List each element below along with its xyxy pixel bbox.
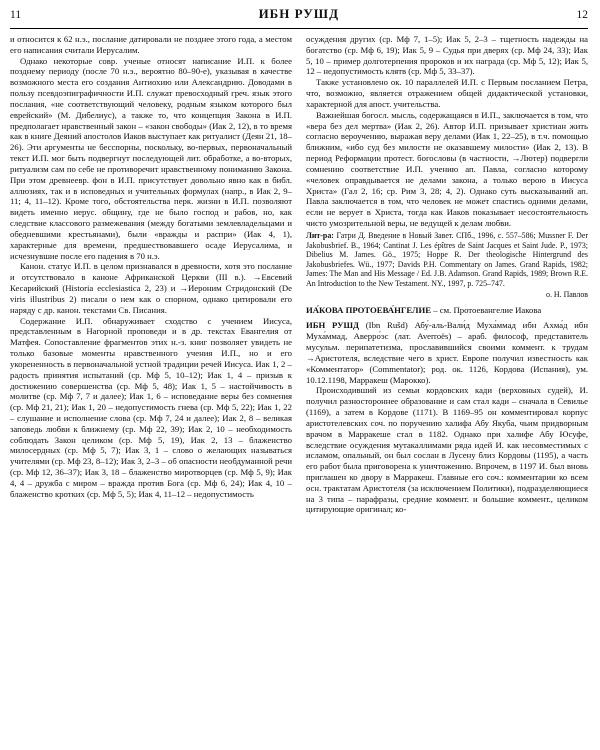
paragraph: Однако некоторые совр. ученые относят написание И.П. к более позднему периоду (после 70 н.э., вероятно 80–90-е), указывая в качестве возможного места его создания Антиохию или Александрию. Доводами в пользу псевдоэпиграфичности И.П. служат превосходный греч. язык этого послания, «не соответствующий человеку, родным языком которого был еврейский» (М. Дибелиус), а также то, что концепция Закона в И.П. предполагает нравственный закон – «закон свободы» (Иак 2, 12), в то время как в книге Деяний апостолов Иаков выступает как ритуалист (Деян 21, 18–26). Эти аргументы не бесспорны, поскольку, во-первых, первоначальный текст И.П. мог быть подвергнут последующей лит. обработке, а во-вторых, ритуализм сам по себе не противоречит нравственному пониманию Закона. При этом древнеевр. фон в И.П. присутствует довольно явно как в библ. аллюзиях, так и в исповедных и учительных формулах (напр., в Иак 2, 9–11; 4, 11–12). Кроме того, обстоятельства перк. жизни в И.П. позволяют видеть именно иерус. общину, где не было господ и рабов, но, как следствие классового размежевания (между богатыми землевладельцами и обедневшими крестьянами), были «вражды и распри» (Иак 4, 1), характерные для времени, предшествовавшего осаде Иерусалима, и исчезнувшие после его падения в 70 н.э.: [10, 55, 292, 261]
paragraph: Также установлено ок. 10 параллелей И.П. с Первым посланием Петра, что, возможно, является отражением общей дидактической установки, характерной для апост. учительства.: [306, 77, 588, 109]
paragraph: Канон. статус И.П. в целом признавался в древности, хотя это послание и отсутствовало в каноне Африканской Церкви (III в.). →Евсевий Кесарийский (Historia ecclesiastica 2, 23) и →Иероним Стридонский (De viris illustribus 2) писали о нем как о спорном, однако цитировали его наряду с др. канон. текстами Св. Писания.: [10, 261, 292, 315]
paragraph: Важнейшая богосл. мысль, содержащаяся в И.П., заключается в том, что «вера без дел мертва» (Иак 2, 26). Автор И.П. призывает христиан жить согласно вероучению, выражая веру делами (Иак 1, 22–25), в т.ч. помощью ближним, «ибо суд без милости не оказавшему милости» (Иак 2, 13). В период Реформации протест. богословы (в частности, →Лютер) подвергли сомнению соответствие И.П. учению ап. Павла, согласно которому «человек оправдывается не делами закона, а только верою в Иисуса Христа» (Гал 2, 16; ср. Рим 3, 28; 4, 2). Однако суть высказываний ап. Павла заключается в том, что человек не может спастись одними делами, если не верует в Христа, тогда как Иаков показывает несостоятельность чисто умозрительной веры, не ведущей к делам любви.: [306, 109, 588, 229]
entry-cross-reference: [306, 305, 588, 316]
bibliography-text: Гатри Д. Введение в Новый Завет. СПб., 1996, с. 557–586; Mussner F. Der Jakobusbrief. B., 1964; Cantinat J. Les épîtres de Saint Jacques et Saint Jude. P., 1973; Dibelius M. James. Gö., 1975; Hoppe R. Der theologische Hintergrund des Jakobusbriefes. Wü., 1977; Davids P.H. Commentary on James. Grand Rapids, 1982; James: The Man and His Message / Ed. J.B. Adamson. Grand Rapids, 1989; Brown R.E. An Introduction to the New Testament. NY., 1997, p. 725–747.: [306, 230, 588, 289]
right-column: [306, 34, 588, 515]
paragraph: Содержание И.П. обнаруживает сходство с учением Иисуса, представленным в Нагорной проповеди и в др. текстах Евангелия от Матфея. Сопоставление фрагментов этих н.-з. книг позволяет увидеть не только базовые моменты нравственного учения И.П., но и его укорененность в первоначальной устной традиции речей Иисуса. Иак 1, 2 – радость принятия испытаний (ср. Мф 5, 10–12); Иак 1, 4 – призыв к достижению совершенства (ср. Мф 5, 48); Иак 1, 5 – настойчивость в молитве (ср. Мф 7, 7 и далее); Иак 1, 6 – исповедание веры без сомнения (ср. Мф 21, 21); Иак 1, 20 – недопустимость гнева (ср. Мф 5, 22); Иак 1, 22 – слушание и исполнение слова (ср. Мф 7, 24 и далее); Иак 2, 8 – великая заповедь любви к ближнему (ср. Мф 22, 39); Иак 2, 10 – необходимость соблюдать Закон целиком (ср. Мф 5, 19), Иак 2, 13 – блаженство милосердных (ср. Мф 5, 7); Иак 3, 1 – слово о желающих называться учителями (ср. Мф 23, 8–12); Иак 3, 2–3 – об опасности необдуманной речи (ср. Мф 12, 36–37); Иак 3, 18 – блаженство миротворцев (ср. Мф 5, 9); Иак 4, 4 – дружба с миром – вражда против Бога (ср. Мф 6, 24); Иак 4, 10 – блаженство кротких (ср. Мф 5, 5); Иак 4, 11–12 – недопустимость: [10, 315, 292, 499]
paragraph: осуждения других (ср. Мф 7, 1–5); Иак 5, 2–3 – тщетность надежды на богатство (ср. Мф 6, 19); Иак 5, 9 – Судья при дверях (ср. Мф 24, 33); Иак 5, 10 – пример долготерпения пророков и их награда (ср. Мф 5, 12); Иак 5, 12 – недопустимость клятв (ср. Мф 5, 33–37).: [306, 34, 588, 77]
two-column-body: [10, 34, 588, 515]
left-column: [10, 34, 292, 515]
entry-headword: ИБН РУШД: [306, 320, 360, 331]
bibliography: [306, 231, 588, 289]
entry-text: – см. Протоевангелие Иакова: [431, 304, 542, 315]
article-author: о. Н. Павлов: [546, 289, 588, 299]
entry-headword: ИА́КОВА ПРОТОЕВА́НГЕЛИЕ: [306, 304, 432, 315]
page-number-right: 12: [576, 9, 588, 21]
entry-text: (Ibn Rušd) Абу́-аль-Вали́д Муха́ммад ибн Ахма́д ибн Муха́ммад, Аверро́эс (лат. Averroës) – араб. философ, представитель мусульм. перипатетизма, прославившийся своими коммент. к трудам →Аристотеля, вследствие чего в христ. Европе получил известность как «Комментатор» (Commentator); род. ок. 1126, Кордова (Испания), ум. 10.12.1198, Марракеш (Марокко).: [306, 320, 588, 385]
bibliography-label: Лит-ра:: [306, 230, 334, 240]
entry-ibn-rushd: [306, 320, 588, 385]
running-title: ИБН РУШД: [258, 6, 340, 21]
paragraph: и относится к 62 н.э., послание датировали не позднее этого года, а местом его написания считали Иерусалим.: [10, 34, 292, 55]
running-header: [10, 6, 588, 29]
page-number-left: 11: [10, 9, 22, 21]
paragraph: Происходивший из семьи кордовских кади (верховных судей), И. получил разностороннее образование и сам стал кади – сначала в Севилье (1169), а затем в Кордове (1171). В 1169–95 он комментировал корпус аристотелевских соч. по поручению халифа Абу Якуба, чьим придворным врачом в Марракеше стал в 1182. Однако при халифе Абу Юсуфе, вследствие осуждения мутакаллимами ряда идей И. как несовместимых с исламом, опальный, он был сослан в Лусену близ Кордовы (1195), а часть его работ была приговорена к уничтожению. Впрочем, в 1197 И. был вновь приглашен ко двору в Марракеш. Главные его соч.: комментарии ко всем осн. трактатам Аристотеля (за исключением Политики), подразделяющиеся на 3 типа – парафразы, средние коммент. и большие коммент., целиком цитирующие оригинал; ко-: [306, 385, 588, 515]
